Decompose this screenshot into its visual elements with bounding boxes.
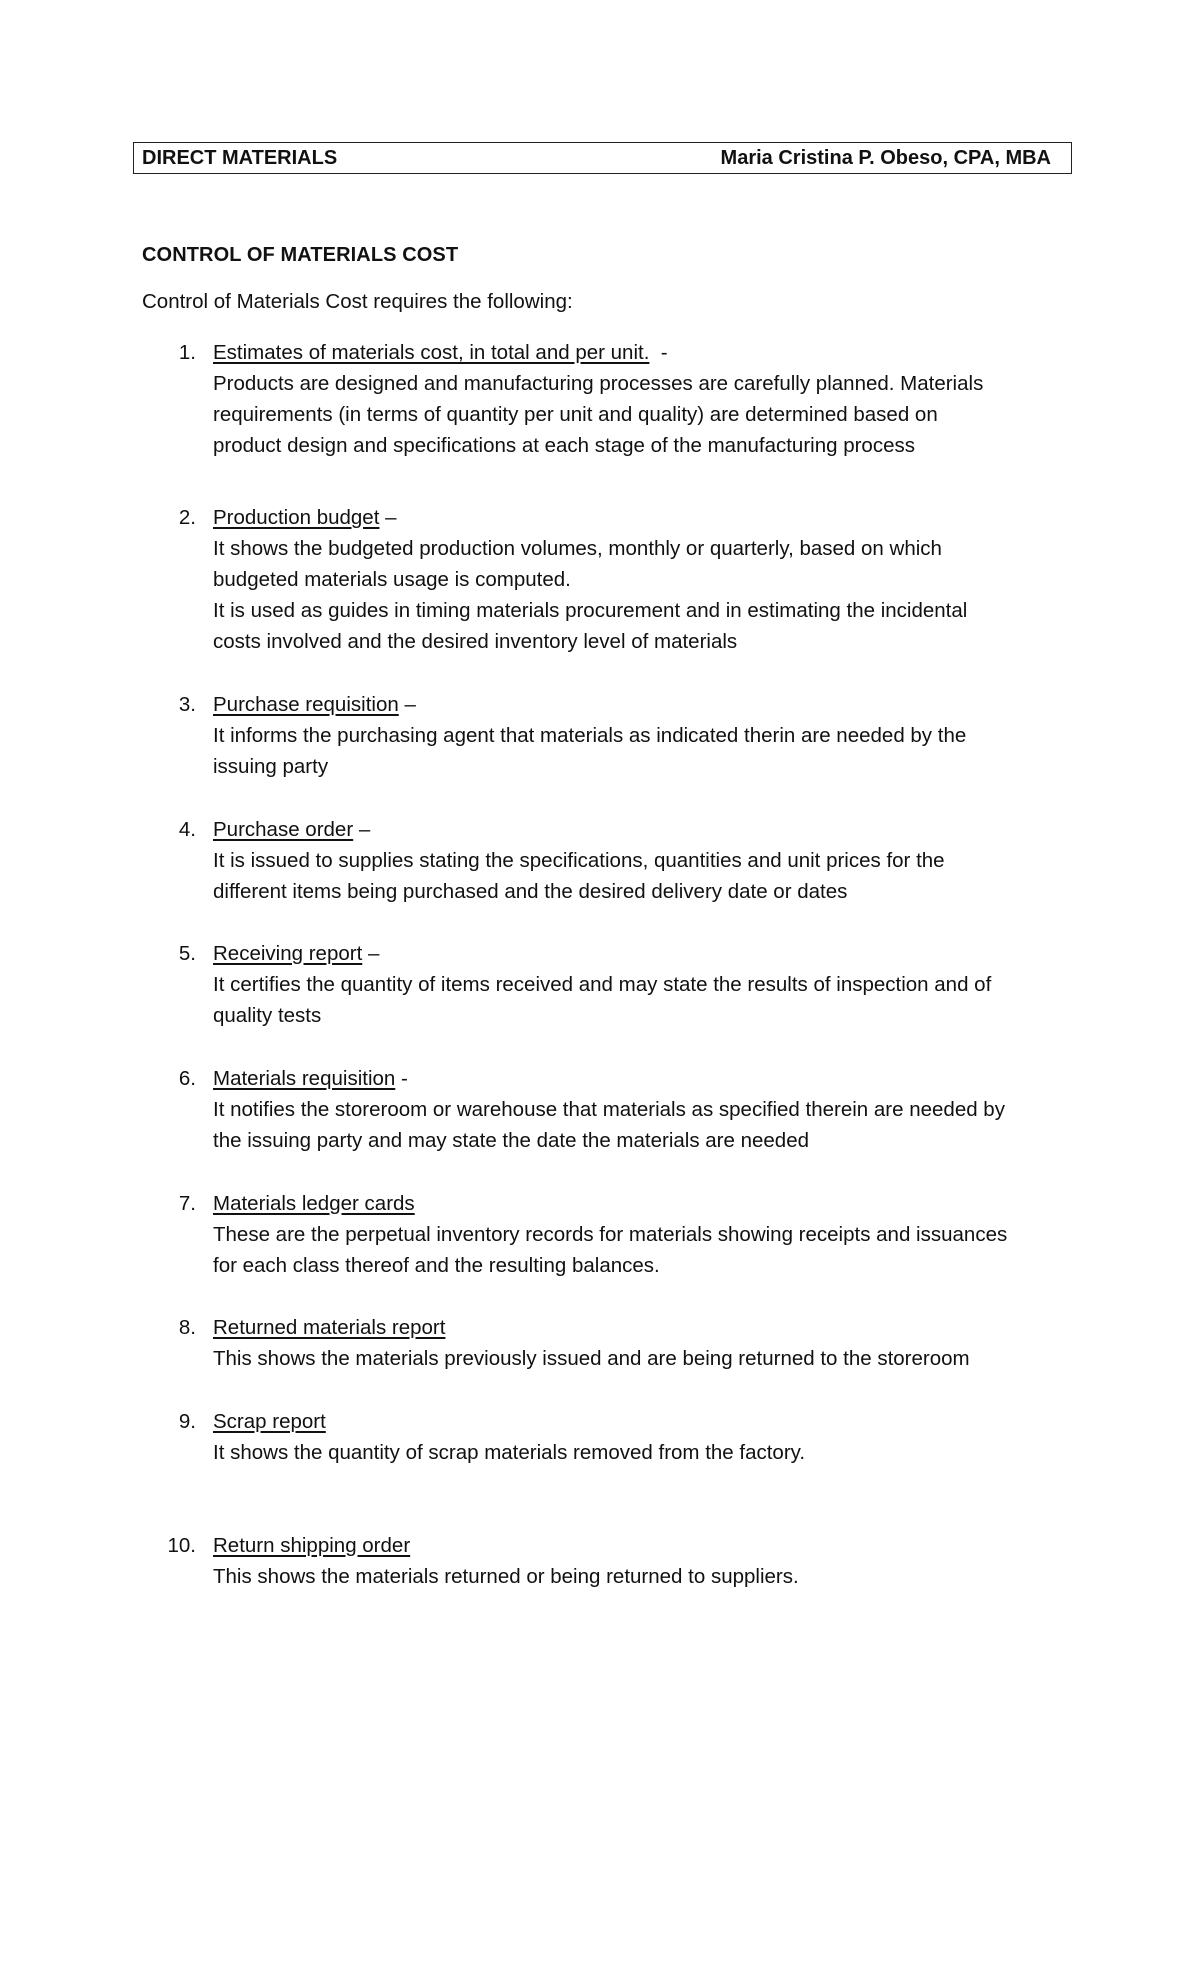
list-item-description-line: the issuing party and may state the date the materials are needed bbox=[213, 1129, 810, 1152]
list-item-description-line: It informs the purchasing agent that materials as indicated therin are needed by the bbox=[213, 724, 967, 747]
list-item-heading: Production budget bbox=[213, 506, 380, 529]
list-item-body bbox=[213, 502, 1083, 657]
list-item-number: 7. bbox=[178, 1192, 196, 1215]
list-item-body bbox=[213, 689, 1083, 782]
document-header bbox=[133, 142, 1072, 174]
list-item-body bbox=[213, 1312, 1083, 1374]
list-item-separator: – bbox=[398, 693, 416, 716]
list-item-body bbox=[213, 938, 1083, 1031]
list-item-heading-line bbox=[213, 1406, 1083, 1437]
list-item-description-line: It is issued to supplies stating the specifications, quantities and unit prices for the bbox=[213, 849, 945, 872]
list-item-heading: Purchase order bbox=[213, 818, 354, 841]
list-item-heading-line bbox=[213, 689, 1083, 720]
list-item-number: 1. bbox=[178, 341, 196, 364]
list-item-separator: – bbox=[362, 942, 380, 965]
list-item-heading: Returned materials report bbox=[213, 1316, 446, 1339]
list-item-number: 10. bbox=[167, 1534, 196, 1557]
list-item-body bbox=[213, 1530, 1083, 1592]
list-item-separator: - bbox=[649, 341, 668, 364]
list-item-description-line: requirements (in terms of quantity per unit and quality) are determined based on bbox=[213, 403, 938, 426]
list-item-heading-line bbox=[213, 1063, 1083, 1094]
list-item-description-line: budgeted materials usage is computed. bbox=[213, 568, 571, 591]
list-item-description-line: Products are designed and manufacturing processes are carefully planned. Materials bbox=[213, 372, 984, 395]
list-item-description-line: It notifies the storeroom or warehouse that materials as specified therein are needed by bbox=[213, 1098, 1005, 1121]
list-item-heading-line bbox=[213, 1188, 1083, 1219]
list-item-description-line: costs involved and the desired inventory level of materials bbox=[213, 630, 738, 653]
list-item-body bbox=[213, 1063, 1083, 1156]
list-item-body bbox=[213, 1406, 1083, 1468]
list-item-heading: Return shipping order bbox=[213, 1534, 411, 1557]
list-item-separator: – bbox=[353, 818, 371, 841]
list-item-description-line: product design and specifications at each stage of the manufacturing process bbox=[213, 434, 915, 457]
list-item-description-line: It shows the quantity of scrap materials removed from the factory. bbox=[213, 1441, 806, 1464]
list-item-heading: Scrap report bbox=[213, 1410, 326, 1433]
list-item-number: 2. bbox=[178, 506, 196, 529]
list-item-description-line: This shows the materials returned or being returned to suppliers. bbox=[213, 1565, 799, 1588]
list-item-heading: Receiving report bbox=[213, 942, 363, 965]
section-title: CONTROL OF MATERIALS COST bbox=[142, 244, 459, 266]
list-item-heading-line bbox=[213, 1530, 1083, 1561]
list-item-number: 8. bbox=[178, 1316, 196, 1339]
list-item-heading: Purchase requisition bbox=[213, 693, 399, 716]
list-item-description-line: for each class thereof and the resulting balances. bbox=[213, 1254, 660, 1277]
header-author: Maria Cristina P. Obeso, CPA, MBA bbox=[720, 146, 1051, 169]
list-item-separator: – bbox=[379, 506, 397, 529]
list-item-heading: Materials ledger cards bbox=[213, 1192, 415, 1215]
list-item-body bbox=[213, 814, 1083, 907]
list-item-body bbox=[213, 337, 1083, 461]
list-item-description-line: It is used as guides in timing materials procurement and in estimating the incidental bbox=[213, 599, 968, 622]
list-item-heading-line bbox=[213, 502, 1083, 533]
list-item-description-line: This shows the materials previously issued and are being returned to the storeroom bbox=[213, 1347, 970, 1370]
header-topic: DIRECT MATERIALS bbox=[142, 146, 338, 169]
list-item-separator: - bbox=[395, 1067, 408, 1090]
list-item-heading-line bbox=[213, 337, 1083, 368]
list-item-number: 4. bbox=[178, 818, 196, 841]
list-item-description-line: These are the perpetual inventory records for materials showing receipts and issuances bbox=[213, 1223, 1008, 1246]
list-item-heading-line bbox=[213, 938, 1083, 969]
list-item-description-line: issuing party bbox=[213, 755, 329, 778]
list-item-heading: Estimates of materials cost, in total and per unit. bbox=[213, 341, 650, 364]
intro-paragraph: Control of Materials Cost requires the following: bbox=[142, 290, 573, 313]
list-item-heading-line bbox=[213, 1312, 1083, 1343]
list-item-description-line: quality tests bbox=[213, 1004, 322, 1027]
list-item-description-line: It shows the budgeted production volumes, monthly or quarterly, based on which bbox=[213, 537, 942, 560]
list-item-number: 6. bbox=[178, 1067, 196, 1090]
list-item-number: 9. bbox=[178, 1410, 196, 1433]
list-item-number: 5. bbox=[178, 942, 196, 965]
list-item-description-line: different items being purchased and the desired delivery date or dates bbox=[213, 880, 848, 903]
list-item-number: 3. bbox=[178, 693, 196, 716]
list-item-body bbox=[213, 1188, 1083, 1281]
list-item-heading: Materials requisition bbox=[213, 1067, 396, 1090]
list-item-heading-line bbox=[213, 814, 1083, 845]
list-item-description-line: It certifies the quantity of items received and may state the results of inspection and of bbox=[213, 973, 992, 996]
